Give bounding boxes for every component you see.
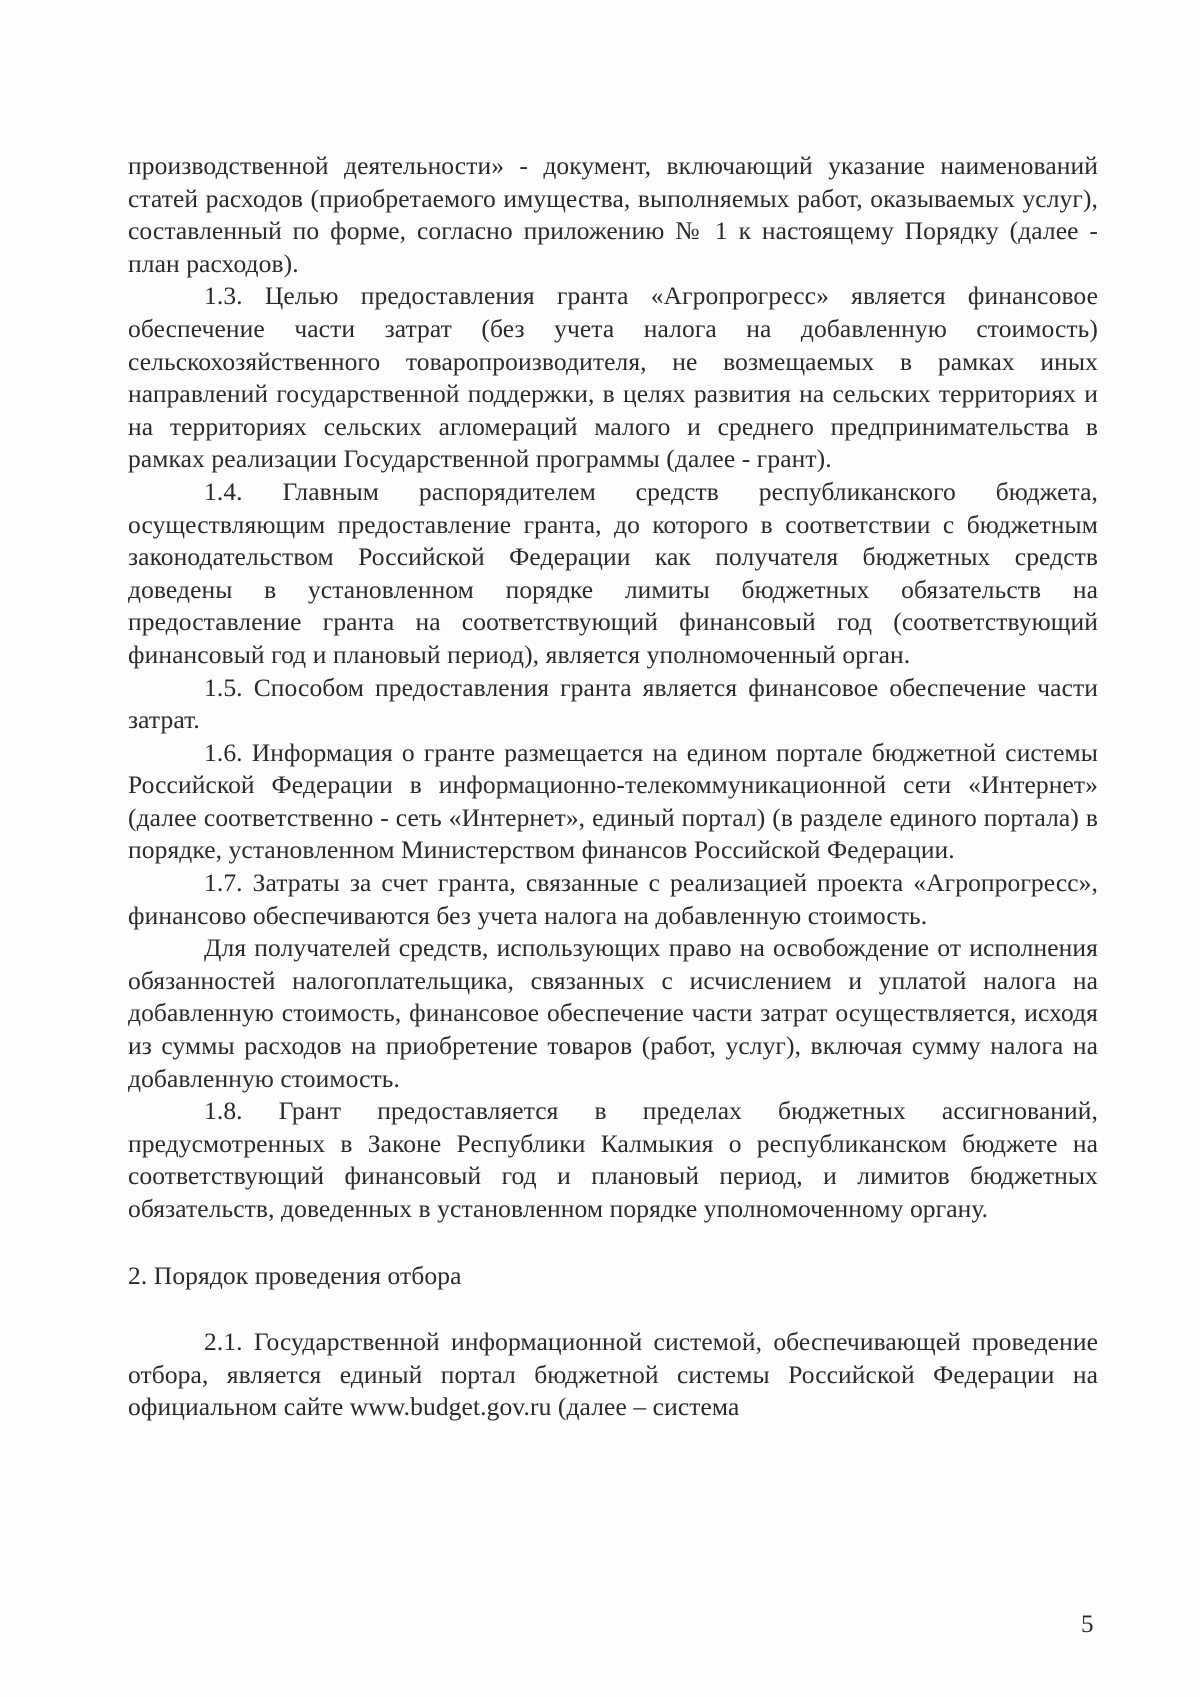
paragraph-1-4: 1.4. Главным распорядителем средств республиканского бюджета, осуществляющим предоставление гранта, до которого в соответствии с бюджетным законодательством Российской Федерации как получателя бюджетных средств доведены в установленном порядке лимиты бюджетных обязательств на предоставление гранта на соответствующий финансовый год (соответствующий финансовый год и плановый период), является уполномоченный орган.: [128, 476, 1098, 669]
paragraph-1-3: 1.3. Целью предоставления гранта «Агропрогресс» является финансовое обеспечение части затрат (без учета налога на добавленную стоимость) сельскохозяйственного товаропроизводителя, не возмещаемых в рамках иных направлений государственной поддержки, в целях развития на сельских территориях и на территориях сельских агломераций малого и среднего предпринимательства в рамках реализации Государственной программы (далее - грант).: [128, 281, 1098, 474]
paragraph-1-6: 1.6. Информация о гранте размещается на едином портале бюджетной системы Российской Федерации в информационно-телекоммуникационной сети «Интернет» (далее соответственно - сеть «Интернет», единый портал) (в разделе единого портала) в порядке, установленном Министерством финансов Российской Федерации.: [128, 737, 1098, 865]
paragraph-plan-definition: производственной деятельности» - документ, включающий указание наименований статей расходов (приобретаемого имущества, выполняемых работ, оказываемых услуг), составленный по форме, согласно приложению № 1 к настоящему Порядку (далее - план расходов).: [128, 151, 1098, 278]
section-heading: 2. Порядок проведения отбора: [128, 1260, 462, 1290]
document-body: [128, 150, 1098, 1424]
paragraph-1-8: 1.8. Грант предоставляется в пределах бюджетных ассигнований, предусмотренных в Законе Республики Калмыкия о республиканском бюджете на соответствующий финансовый год и плановый период, и лимитов бюджетных обязательств, доведенных в установленном порядке уполномоченному органу.: [128, 1096, 1098, 1223]
paragraph-1-7: 1.7. Затраты за счет гранта, связанные с реализацией проекта «Агропрогресс», финансово обеспечиваются без учета налога на добавленную стоимость.: [128, 868, 1098, 930]
paragraph-1-5: 1.5. Способом предоставления гранта является финансовое обеспечение части затрат.: [128, 672, 1098, 735]
paragraph-2-1: 2.1. Государственной информационной системой, обеспечивающей проведение отбора, является единый портал бюджетной системы Российской Федерации на официальном сайте www.budget.gov.ru (далее – система: [128, 1327, 1098, 1422]
page-number: 5: [1081, 1611, 1094, 1638]
paragraph-vat-exemption: Для получателей средств, использующих право на освобождение от исполнения обязанностей налогоплательщика, связанных с исчислением и уплатой налога на добавленную стоимость, финансовое обеспечение части затрат осуществляется, исходя из суммы расходов на приобретение товаров (работ, услуг), включая сумму налога на добавленную стоимость.: [128, 933, 1098, 1093]
